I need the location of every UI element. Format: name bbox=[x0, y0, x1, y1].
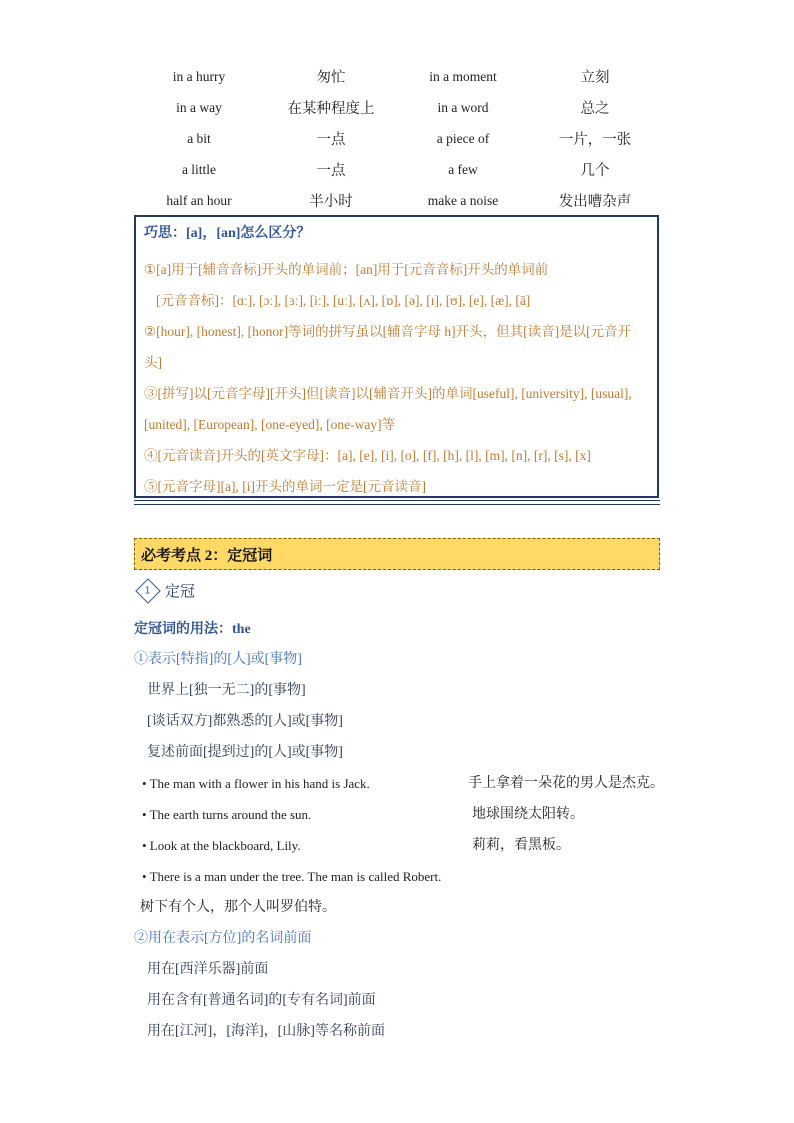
example-cn: 莉莉，看黑板。 bbox=[472, 838, 570, 853]
section-banner: 必考考点 2：定冠词 bbox=[134, 538, 660, 570]
tip-box-double-rule bbox=[134, 500, 660, 505]
phrase-cn: 匆忙 bbox=[316, 70, 346, 86]
phrase-en: in a hurry bbox=[172, 68, 226, 84]
tip-line: [元音音标]：[ɑː], [ɔː], [ɜː], [iː], [uː], [ʌ], [ɒ], [ə], [ɪ], [ʊ], [e], [æ], [ā] bbox=[156, 293, 531, 308]
table-row bbox=[133, 154, 661, 185]
phrase-en: in a word bbox=[437, 99, 489, 115]
phrase-cn: 一点 bbox=[316, 163, 346, 179]
sub-heading bbox=[136, 580, 195, 601]
phrase-cn: 立刻 bbox=[580, 70, 610, 86]
tip-title: 巧思：[a]，[an]怎么区分？ bbox=[144, 226, 311, 241]
phrase-en: a little bbox=[181, 161, 217, 177]
table-row bbox=[133, 185, 661, 216]
usage-item: 世界上[独一无二]的[事物] bbox=[147, 683, 306, 698]
usage-item: 用在[江河]，[海洋]，[山脉]等名称前面 bbox=[147, 1024, 385, 1039]
example-cn: 手上拿着一朵花的男人是杰克。 bbox=[468, 776, 664, 791]
usage-title: 定冠词的用法：the bbox=[134, 622, 251, 637]
phrase-en: in a way bbox=[176, 99, 222, 115]
example-en: • The man with a flower in his hand is Jack. bbox=[142, 776, 370, 791]
example-en: • There is a man under the tree. The man is called Robert. bbox=[142, 869, 442, 884]
table-row bbox=[133, 61, 661, 92]
example-cn-line: 树下有个人，那个人叫罗伯特。 bbox=[140, 900, 336, 915]
phrase-en: a piece of bbox=[436, 130, 490, 146]
phrase-cn: 发出嘈杂声 bbox=[558, 194, 632, 210]
tip-line: ③[拼写]以[元音字母][开头]但[读音]以[辅音开头]的单词[useful], [university], [usual], bbox=[144, 386, 632, 401]
table-row bbox=[133, 123, 661, 154]
tip-line: ⑤[元音字母][a], [i]开头的单词一定是[元音读音] bbox=[144, 479, 426, 494]
phrase-en: a bit bbox=[187, 130, 211, 146]
tip-line: [united], [European], [one-eyed], [one-way]等 bbox=[144, 417, 396, 432]
tip-line: ④[元音读音]开头的[英文字母]：[a], [e], [i], [o], [f], [h], [l], [m], [n], [r], [s], [x] bbox=[144, 448, 591, 463]
diamond-number-icon bbox=[135, 578, 160, 603]
phrase-cn: 一片，一张 bbox=[558, 132, 632, 148]
phrase-cn: 在某种程度上 bbox=[287, 101, 375, 117]
phrase-en: half an hour bbox=[166, 192, 232, 208]
usage-item: 复述前面[提到过]的[人]或[事物] bbox=[147, 745, 343, 760]
usage-point: ①表示[特指]的[人]或[事物] bbox=[134, 652, 302, 667]
tip-line: ②[hour], [honest], [honor]等词的拼写虽以[辅音字母 h]开头，但其[读音]是以[元音开 bbox=[144, 324, 632, 339]
usage-body bbox=[134, 644, 664, 1047]
tip-line: ①[a]用于[辅音音标]开头的单词前；[an]用于[元音音标]开头的单词前 bbox=[144, 262, 549, 277]
example-row bbox=[134, 768, 664, 799]
example-en: • Look at the blackboard, Lily. bbox=[142, 838, 301, 853]
phrase-cn: 一点 bbox=[316, 132, 346, 148]
example-en: • The earth turns around the sun. bbox=[142, 807, 312, 822]
tip-line: 头] bbox=[144, 355, 162, 370]
usage-item: 用在含有[普通名词]的[专有名词]前面 bbox=[147, 993, 376, 1008]
usage-item: 用在[西洋乐器]前面 bbox=[147, 962, 269, 977]
example-row bbox=[134, 830, 664, 861]
phrase-cn: 几个 bbox=[580, 163, 610, 179]
phrase-en: in a moment bbox=[429, 68, 497, 84]
section-number: 1 bbox=[145, 585, 151, 596]
phrase-en: make a noise bbox=[427, 192, 499, 208]
example-row bbox=[134, 861, 664, 892]
example-row bbox=[134, 799, 664, 830]
usage-point: ②用在表示[方位]的名词前面 bbox=[134, 931, 312, 946]
tip-box bbox=[134, 215, 659, 498]
example-cn: 地球围绕太阳转。 bbox=[472, 807, 584, 822]
phrase-table bbox=[133, 61, 661, 216]
usage-item: [谈话双方]都熟悉的[人]或[事物] bbox=[147, 714, 343, 729]
table-row bbox=[133, 92, 661, 123]
phrase-en: a few bbox=[448, 161, 478, 177]
sub-heading-label: 定冠 bbox=[165, 584, 196, 600]
phrase-cn: 总之 bbox=[580, 101, 610, 117]
phrase-cn: 半小时 bbox=[309, 194, 353, 210]
